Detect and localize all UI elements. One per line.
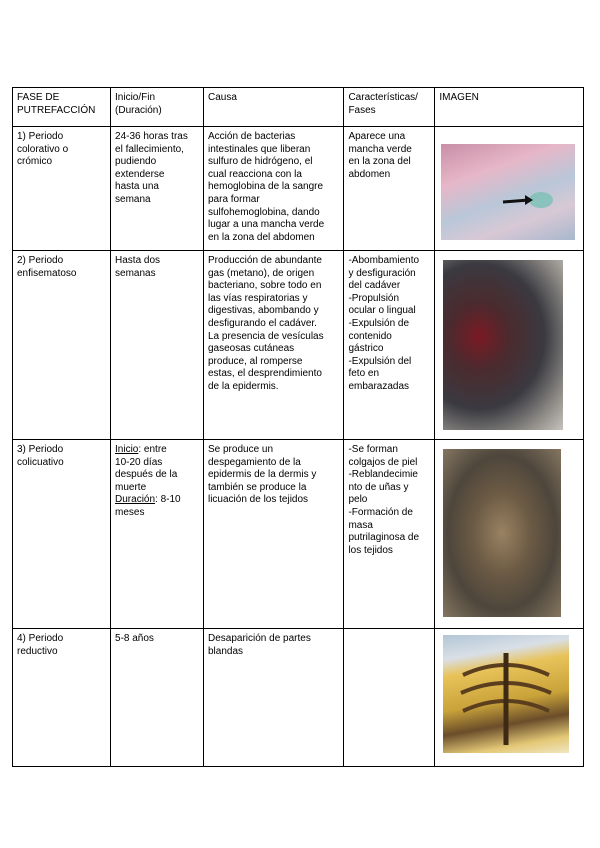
row3-fase: 3) Periodo colicuativo <box>13 440 111 629</box>
header-inicio: Inicio/Fin (Duración) <box>111 88 204 127</box>
row2-causa: Producción de abundante gas (metano), de origen bacteriano, sobre todo en las vías respiratorias y digestivas, abombando y desfigurando el cadáver. La presencia de vesículas gaseosas cutáneas produce, al romperse estas, el desprendimiento de la epidermis. <box>203 251 343 440</box>
row2-imagen <box>435 251 584 440</box>
ribcage-icon <box>443 635 569 753</box>
row4-fase: 4) Periodo reductivo <box>13 629 111 767</box>
header-causa: Causa <box>203 88 343 127</box>
row2-fase: 2) Periodo enfisematoso <box>13 251 111 440</box>
row4-imagen <box>435 629 584 767</box>
header-fase: FASE DE PUTREFACCIÓN <box>13 88 111 127</box>
row4-causa: Desaparición de partes blandas <box>203 629 343 767</box>
table-row <box>13 127 584 251</box>
photo-bloated-torso <box>443 260 563 430</box>
photo-skeletal-remains <box>443 635 569 753</box>
row4-caracteristicas <box>344 629 435 767</box>
header-caracteristicas: Características/ Fases <box>344 88 435 127</box>
row3-caracteristicas: -Se forman colgajos de piel -Reblandecimie nto de uñas y pelo -Formación de masa putrilaginosa de los tejidos <box>344 440 435 629</box>
table-header-row <box>13 88 584 127</box>
row1-inicio: 24-36 horas tras el fallecimiento, pudiendo extenderse hasta una semana <box>111 127 204 251</box>
row1-imagen <box>435 127 584 251</box>
row3-inicio: Inicio: entre 10-20 días después de la muerte Duración: 8-10 meses <box>111 440 204 629</box>
row1-causa: Acción de bacterias intestinales que liberan sulfuro de hidrógeno, el cual reacciona con la hemoglobina de la sangre para formar sulfohemoglobina, dando lugar a una mancha verde en la zona del abdomen <box>203 127 343 251</box>
row1-fase: 1) Periodo colorativo o crómico <box>13 127 111 251</box>
row4-inicio: 5-8 años <box>111 629 204 767</box>
row2-inicio: Hasta dos semanas <box>111 251 204 440</box>
table-row <box>13 629 584 767</box>
row3-causa: Se produce un despegamiento de la epidermis de la dermis y también se produce la licuación de los tejidos <box>203 440 343 629</box>
photo-abdomen-green-stain <box>441 144 575 240</box>
photo-colliquative-torso <box>443 449 561 617</box>
header-imagen: IMAGEN <box>435 88 584 127</box>
table-row <box>13 440 584 629</box>
row1-caracteristicas: Aparece una mancha verde en la zona del abdomen <box>344 127 435 251</box>
table-row <box>13 251 584 440</box>
row3-imagen <box>435 440 584 629</box>
row2-caracteristicas: -Abombamiento y desfiguración del cadáver -Propulsión ocular o lingual -Expulsión de contenido gástrico -Expulsión del feto en embarazadas <box>344 251 435 440</box>
green-stain-arrow-icon <box>441 144 575 240</box>
putrefaction-table <box>12 87 584 767</box>
